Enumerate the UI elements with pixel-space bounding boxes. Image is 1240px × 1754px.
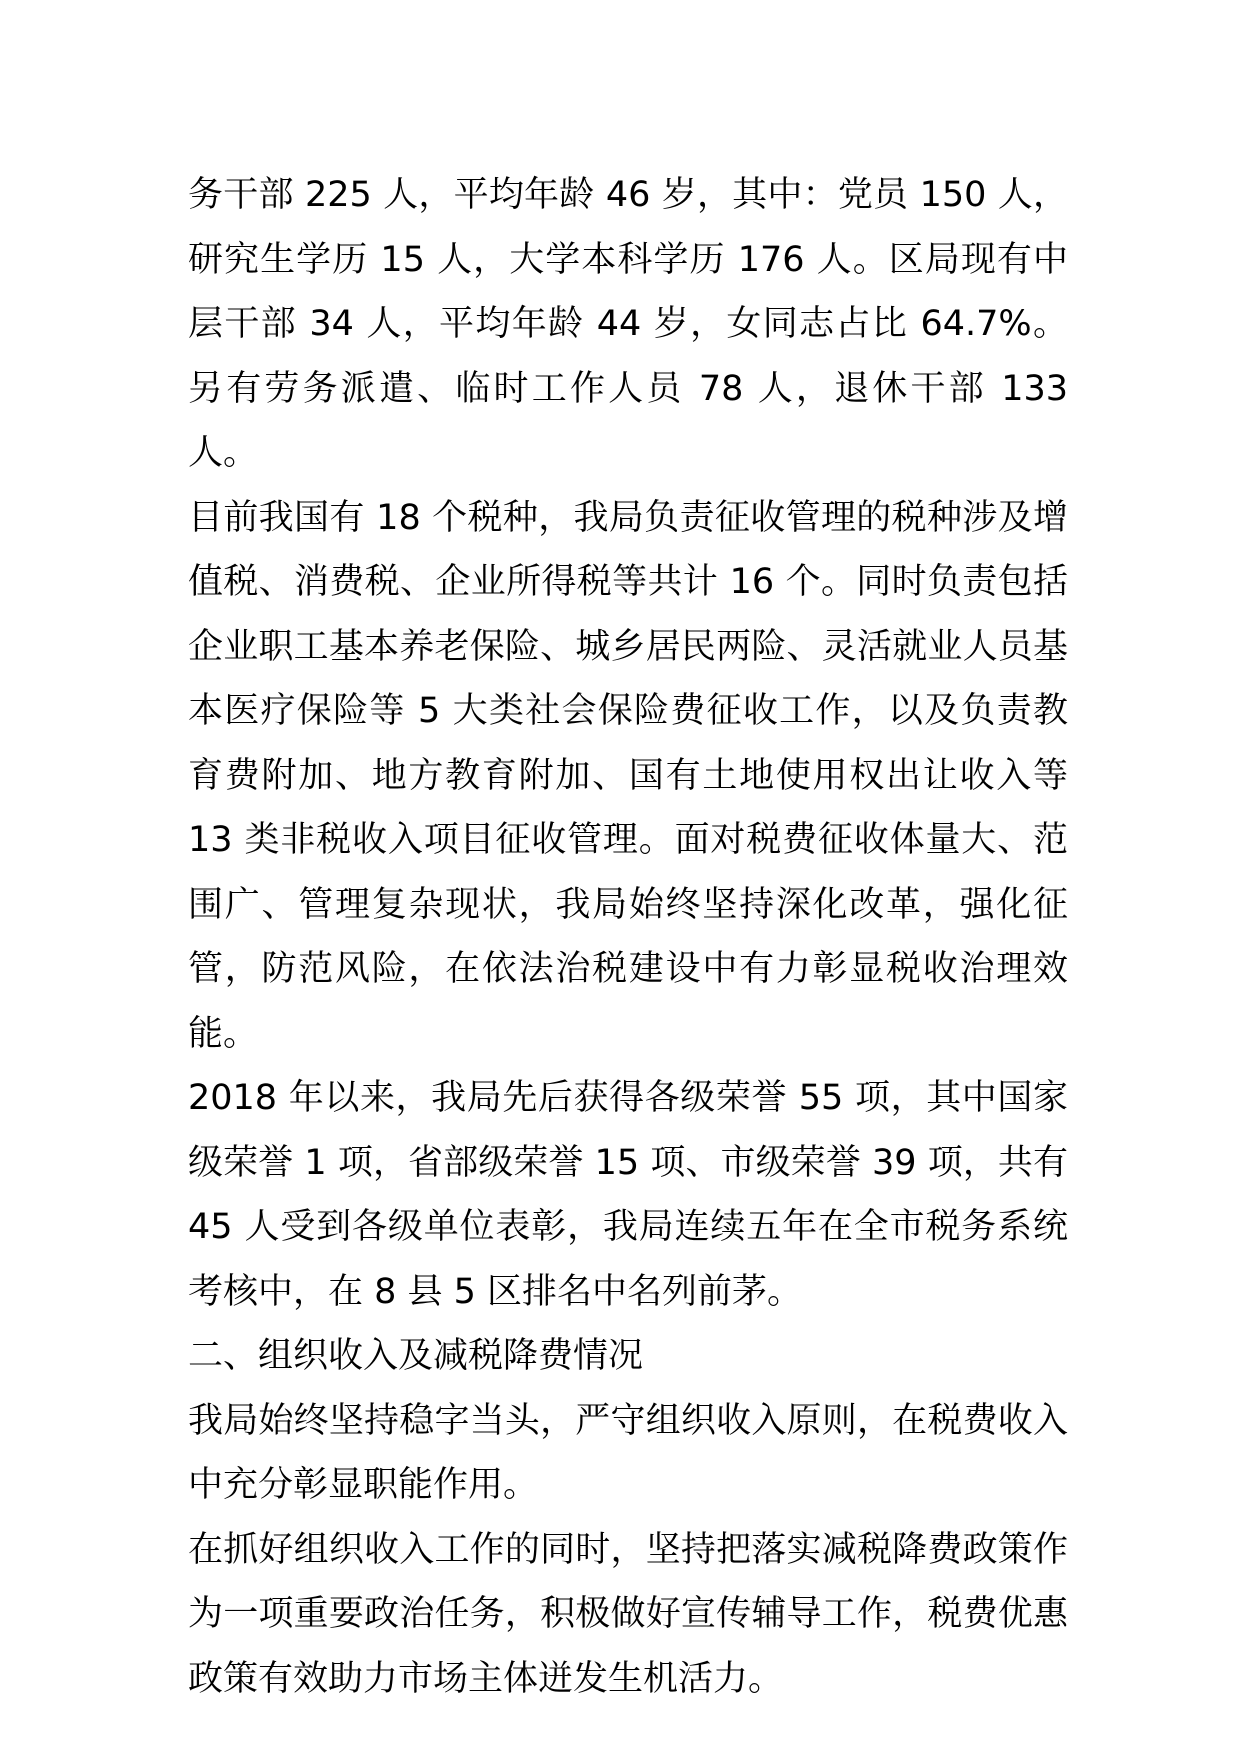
paragraph-tax-types: 目前我国有 18 个税种，我局负责征收管理的税种涉及增值税、消费税、企业所得税等共计 16 个。同时负责包括企业职工基本养老保险、城乡居民两险、灵活就业人员基本医疗保险等 5 大类社会保险费征收工作，以及负责教育费附加、地方教育附加、国有土地使用权出让收入等 13 类非税收入项目征收管理。面对税费征收体量大、范围广、管理复杂现状，我局始终坚持深化改革，强化征管，防范风险，在依法治税建设中有力彰显税收治理效能。 [188,497,1068,1054]
paragraph-tax-reduction: 在抓好组织收入工作的同时，坚持把落实减税降费政策作为一项重要政治任务，积极做好宣传辅导工作，税费优惠政策有效助力市场主体迸发生机活力。 [188,1529,1068,1699]
paragraph-revenue: 我局始终坚持稳字当头，严守组织收入原则，在税费收入中充分彰显职能作用。 [188,1400,1068,1505]
paragraph-honors: 2018 年以来，我局先后获得各级荣誉 55 项，其中国家级荣誉 1 项，省部级荣誉 15 项、市级荣誉 39 项，共有 45 人受到各级单位表彰，我局连续五年在全市税务系统考核中，在 8 县 5 区排名中名列前茅。 [188,1078,1068,1312]
document-body [188,163,1068,1711]
section-heading: 二、组织收入及减税降费情况 [188,1336,644,1376]
paragraph-staff-overview: 务干部 225 人，平均年龄 46 岁，其中：党员 150 人，研究生学历 15 人，大学本科学历 176 人。区局现有中层干部 34 人，平均年龄 44 岁，女同志占比 64.7%。另有劳务派遣、临时工作人员 78 人，退休干部 133 人。 [188,175,1068,473]
